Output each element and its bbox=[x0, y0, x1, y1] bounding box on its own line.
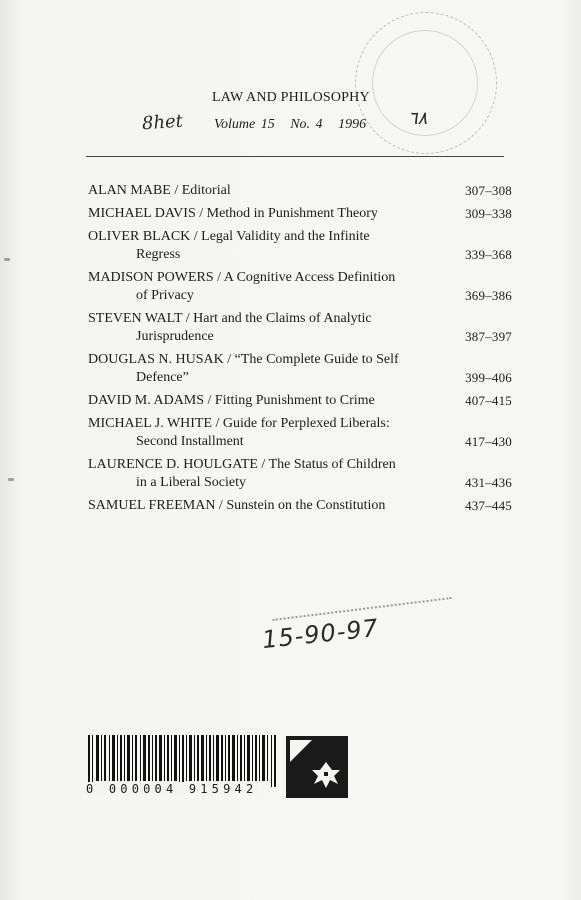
toc-entry bbox=[88, 310, 512, 346]
toc-entry bbox=[88, 228, 512, 264]
toc-entry-pages: 417–430 bbox=[465, 434, 512, 449]
toc-entry-pages: 309–338 bbox=[465, 206, 512, 221]
toc-entry-title-continued: Jurisprudence bbox=[136, 329, 214, 344]
number-label: No. 4 bbox=[290, 117, 323, 132]
header-divider bbox=[86, 156, 504, 157]
toc-entry-title-continued: Second Installment bbox=[136, 434, 244, 449]
toc-entry-pages: 399–406 bbox=[465, 370, 512, 385]
toc-entry-pages: 437–445 bbox=[465, 498, 512, 513]
toc-entry-title: STEVEN WALT / Hart and the Claims of Analytic bbox=[88, 311, 372, 326]
toc-entry-title: MADISON POWERS / A Cognitive Access Definition bbox=[88, 270, 396, 285]
year-label: 1996 bbox=[338, 117, 367, 132]
toc-entry-title: DAVID M. ADAMS / Fitting Punishment to Crime bbox=[88, 393, 375, 408]
toc-entry bbox=[88, 205, 512, 223]
journal-title: LAW AND PHILOSOPHY bbox=[212, 90, 370, 105]
scan-speck bbox=[4, 258, 10, 261]
toc-entry-title: ALAN MABE / Editorial bbox=[88, 183, 231, 198]
toc-entry-pages: 407–415 bbox=[465, 393, 512, 408]
toc-entry-title: MICHAEL J. WHITE / Guide for Perplexed Liberals: bbox=[88, 416, 390, 431]
toc-entry bbox=[88, 415, 512, 451]
toc-entry bbox=[88, 269, 512, 305]
toc-entry-title-continued: Defence” bbox=[136, 370, 189, 385]
toc-entry-title-continued: in a Liberal Society bbox=[136, 475, 247, 490]
toc-entry-title: OLIVER BLACK / Legal Validity and the Infinite bbox=[88, 229, 370, 244]
toc-entry-pages: 431–436 bbox=[465, 475, 512, 490]
toc-entry-pages: 369–386 bbox=[465, 288, 512, 303]
handwritten-note-left: 8het bbox=[141, 110, 184, 135]
toc-entry-title: DOUGLAS N. HUSAK / “The Complete Guide to Self bbox=[88, 352, 399, 367]
toc-entry bbox=[88, 392, 512, 410]
table-of-contents bbox=[88, 182, 512, 520]
handwritten-note-right: ٦٨ bbox=[408, 108, 428, 129]
toc-entry-title: LAURENCE D. HOULGATE / The Status of Children bbox=[88, 457, 396, 472]
toc-entry-title: SAMUEL FREEMAN / Sunstein on the Constitution bbox=[88, 498, 386, 513]
toc-entry-title-continued: Regress bbox=[136, 247, 181, 262]
publisher-logo-icon bbox=[286, 736, 348, 798]
toc-entry bbox=[88, 497, 512, 515]
toc-entry bbox=[88, 456, 512, 492]
toc-entry-title: MICHAEL DAVIS / Method in Punishment Theory bbox=[88, 206, 378, 221]
toc-entry-pages: 387–397 bbox=[465, 329, 512, 344]
scan-speck bbox=[8, 478, 14, 481]
toc-entry bbox=[88, 351, 512, 387]
toc-entry-pages: 307–308 bbox=[465, 183, 512, 198]
toc-entry-title-continued: of Privacy bbox=[136, 288, 194, 303]
volume-label: Volume 15 bbox=[214, 117, 275, 132]
issue-info bbox=[214, 117, 376, 133]
toc-entry bbox=[88, 182, 512, 200]
barcode-digits: 0 000004 915942 bbox=[86, 782, 258, 796]
handwritten-date: 15-90-97 bbox=[260, 613, 381, 655]
toc-entry-pages: 339–368 bbox=[465, 247, 512, 262]
